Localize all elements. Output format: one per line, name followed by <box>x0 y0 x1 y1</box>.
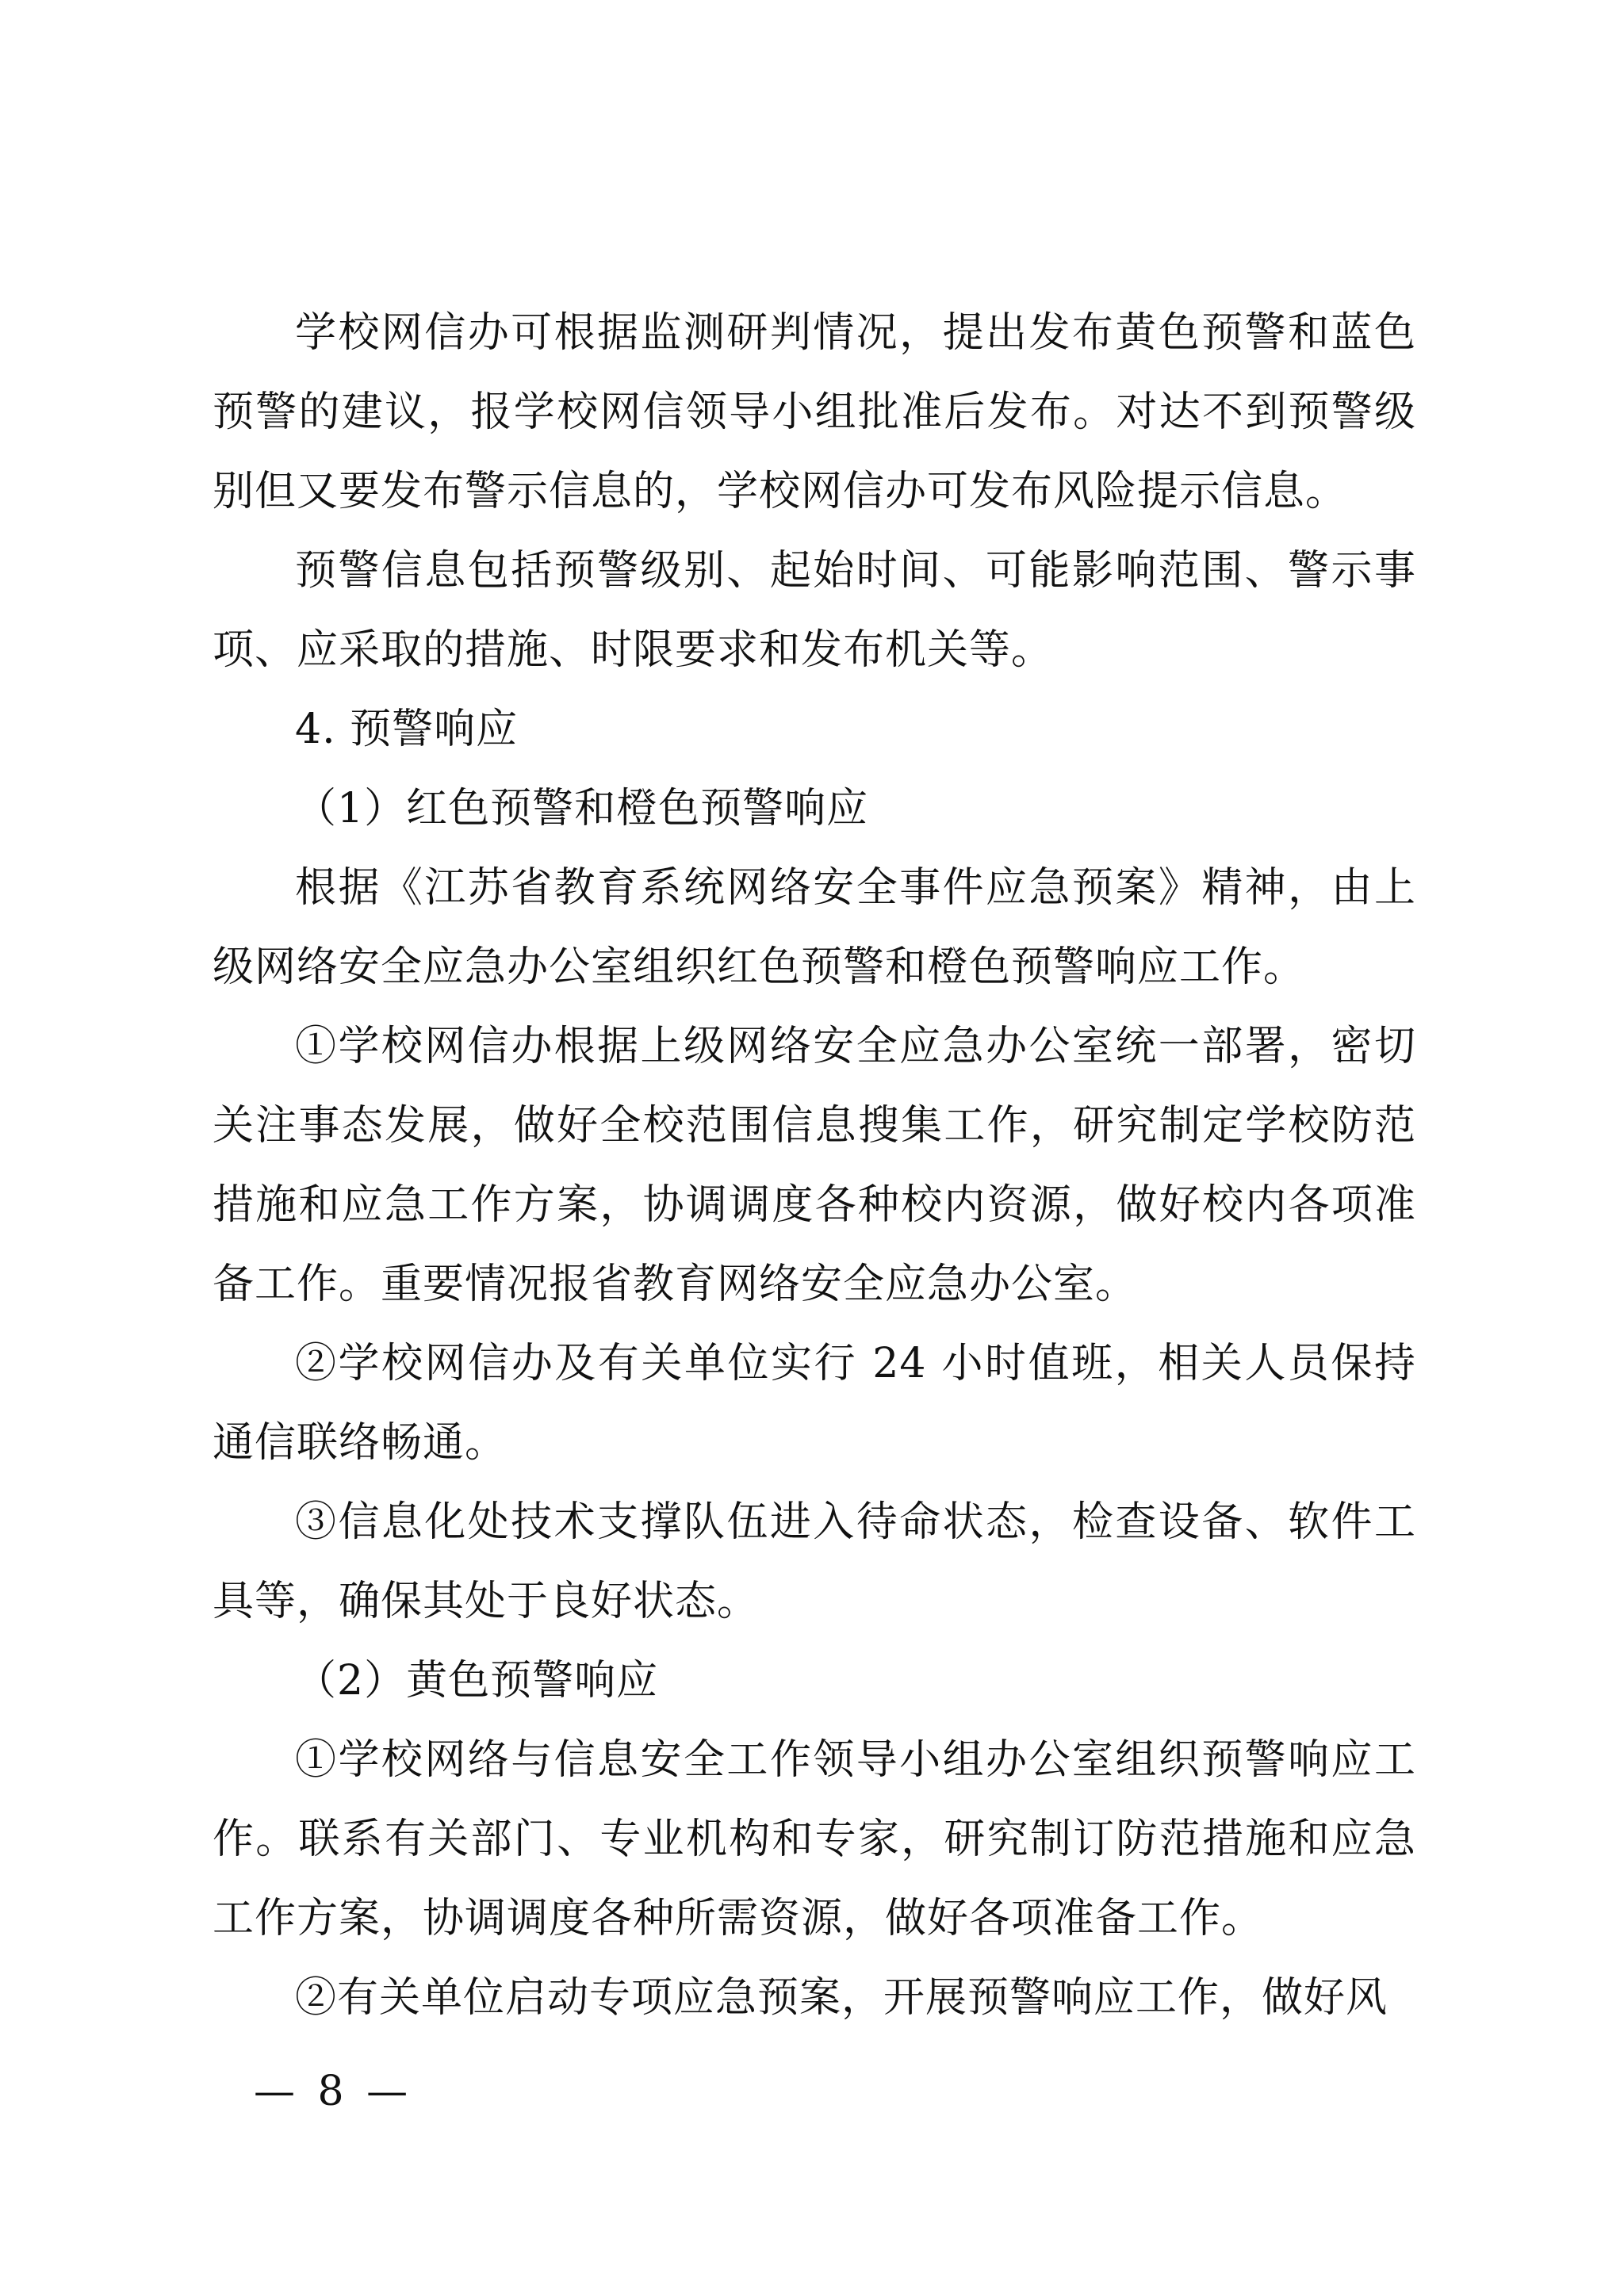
document-body <box>213 293 1416 2038</box>
paragraph-red-orange-intro: 根据《江苏省教育系统网络安全事件应急预案》精神，由上级网络安全应急办公室组织红色预警和橙色预警响应工作。 <box>213 864 1416 991</box>
page-number: — 8 — <box>254 2068 413 2115</box>
paragraph-warning-release: 学校网信办可根据监测研判情况，提出发布黄色预警和蓝色预警的建议，报学校网信领导小组批准后发布。对达不到预警级别但又要发布警示信息的，学校网信办可发布风险提示信息。 <box>213 309 1416 515</box>
paragraph-red-orange-item-2: ②学校网信办及有关单位实行 24 小时值班，相关人员保持通信联络畅通。 <box>213 1340 1416 1467</box>
section-heading-warning-response: 4. 预警响应 <box>295 706 519 753</box>
subsection-heading-yellow: （2）黄色预警响应 <box>295 1657 659 1705</box>
paragraph-yellow-item-2: ②有关单位启动专项应急预案，开展预警响应工作，做好风 <box>295 1974 1388 2022</box>
paragraph-red-orange-item-3: ③信息化处技术支撑队伍进入待命状态，检查设备、软件工具等，确保其处于良好状态。 <box>213 1498 1416 1625</box>
paragraph-red-orange-item-1: ①学校网信办根据上级网络安全应急办公室统一部署，密切关注事态发展，做好全校范围信息搜集工作，研究制定学校防范措施和应急工作方案，协调调度各种校内资源，做好校内各项准备工作。重要情况报省教育网络安全应急办公室。 <box>213 1023 1416 1308</box>
subsection-heading-red-orange: （1）红色预警和橙色预警响应 <box>295 785 869 832</box>
paragraph-yellow-item-1: ①学校网络与信息安全工作领导小组办公室组织预警响应工作。联系有关部门、专业机构和专家，研究制订防范措施和应急工作方案，协调调度各种所需资源，做好各项准备工作。 <box>213 1736 1416 1942</box>
paragraph-warning-content: 预警信息包括预警级别、起始时间、可能影响范围、警示事项、应采取的措施、时限要求和发布机关等。 <box>213 547 1416 674</box>
